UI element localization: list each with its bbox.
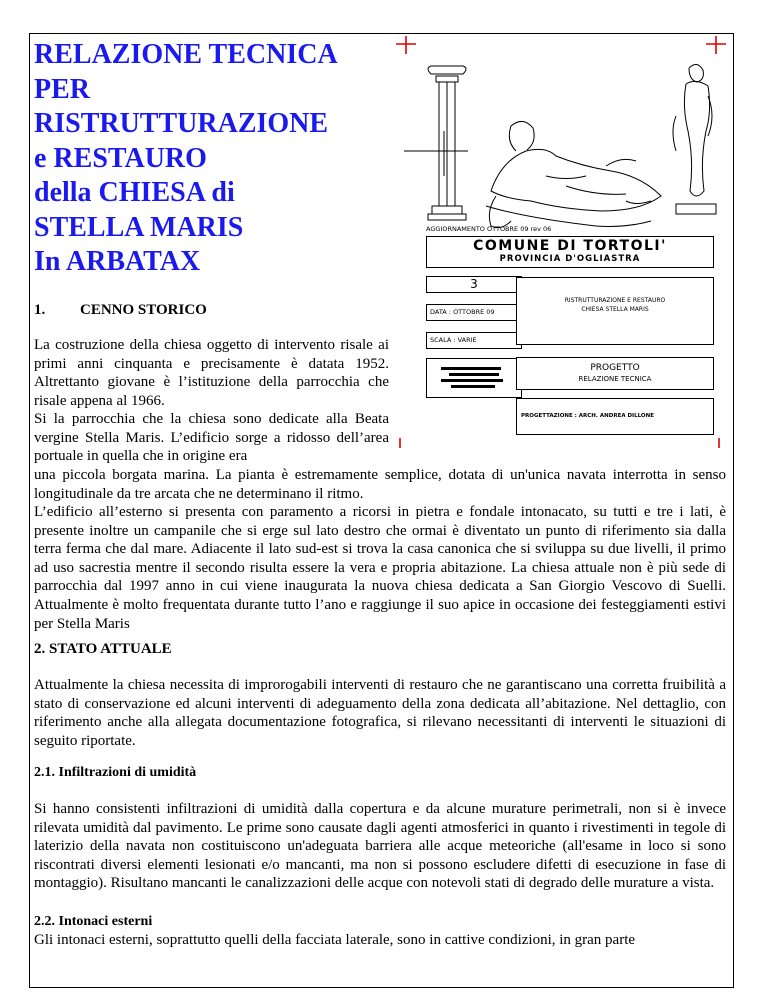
relazione-label: RELAZIONE TECNICA <box>578 375 652 383</box>
date-box <box>426 304 522 321</box>
section-title: CENNO STORICO <box>80 302 207 318</box>
designer-label: PROGETTAZIONE : ARCH. ANDREA DILLONE <box>521 413 654 419</box>
section-1-heading <box>34 302 207 319</box>
work-line-2: CHIESA STELLA MARIS <box>581 306 649 313</box>
progetto-label: PROGETTO <box>590 363 640 373</box>
paragraph: La costruzione della chiesa oggetto di intervento risale ai primi anni cinquanta e precisamente è datata 1952. Altrettanto giovane è l’istituzione della parrocchia che risale appena al 1966. <box>34 337 389 409</box>
paragraph: Si hanno consistenti infiltrazioni di umidità dalla copertura e da alcune murature perimetrali, non si è invece rilevata umidità dal pavimento. Le prime sono causate dagli agenti atmosferici in quanto i rivestimenti in tegole di laterizio della navata non costituiscono un'adeguata barriera alle acque meteoriche (all'esame in loco si sono riscontrati diversi elementi lesionati e/o mancanti, ma non si possono escludere difetti di esecuzione in fase di montaggio). Risultano mancanti le canalizzazioni delle acque con notevoli stati di degrado delle murature a vista. <box>34 801 726 892</box>
comune-label: COMUNE DI TORTOLI' <box>473 238 667 254</box>
update-label: AGGIORNAMENTO OTTOBRE 09 rev 06 <box>426 225 552 233</box>
paragraph: Attualmente la chiesa necessita di improrogabili interventi di restauro che ne garantiscano una corretta fruibilità a stato di conservazione ed alcuni interventi di adeguamento della zona dedicata all’abitazione. Nel dettaglio, con riferimento anche alla allegata documentazione fotografica, si rilevano necessitanti di interventi le situazioni di seguito riportate. <box>34 677 726 749</box>
date-label: DATA : OTTOBRE 09 <box>430 308 495 316</box>
title-line: della CHIESA di <box>34 177 235 208</box>
title-line: RISTRUTTURAZIONE <box>34 108 329 139</box>
paragraph: una piccola borgata marina. La pianta è estremamente semplice, dotata di un'unica navata interrotta in senso longitudinale da tre arcata che ne determinano il ritmo. <box>34 467 726 502</box>
section-2-1-heading: 2.1. Infiltrazioni di umidità <box>34 765 197 780</box>
scale-box <box>426 332 522 349</box>
section-2-heading: 2. STATO ATTUALE <box>34 641 172 657</box>
paragraph: L’edificio all’esterno si presenta con paramento a ricorsi in pietra e fondale intonacato, su tutti e tre i lati, è presente inoltre un campanile che si erge sul lato destro che ormai è diventato un punto di riferimento sia dalla terra ferma che dal mare. Adiacente il lato sud-est si trova la casa canonica che si sviluppa su due livelli, il primo ad uso sacrestia mentre il secondo risulta essere la vera e propria abitazione. La chiesa attuale non è più sede di parrocchia dal 1997 anno in cui viene inaugurata la nuova chiesa dedicata a San Giorgio Vescovo di Suelli. Attualmente è molto frequentata durante tutto l’ano e raggiunge il suo apice in occasione dei festeggiamenti estivi per Stella Maris <box>34 504 726 632</box>
work-line-1: RISTRUTTURAZIONE E RESTAURO <box>564 297 666 304</box>
title-line: PER <box>34 73 90 105</box>
sheet-number: 3 <box>470 277 478 291</box>
paragraph: Gli intonaci esterni, soprattutto quelli della facciata laterale, sono in cattive condizioni, in gran parte <box>34 932 636 948</box>
title-line: STELLA MARIS <box>34 211 244 243</box>
provincia-label: PROVINCIA D'OGLIASTRA <box>499 254 641 264</box>
title-line: e RESTAURO <box>34 142 207 174</box>
sheet-number-box <box>426 276 522 293</box>
scale-label: SCALA : VARIE <box>430 336 477 344</box>
work-description-box <box>516 277 714 345</box>
drawing-title-block <box>396 36 736 448</box>
logo-box <box>426 358 522 398</box>
section-number: 1. <box>34 302 46 318</box>
progetto-box <box>516 357 714 390</box>
document-title <box>34 38 394 280</box>
designer-box <box>516 398 714 435</box>
comune-box <box>426 236 714 268</box>
paragraph: Si la parrocchia che la chiesa sono dedicate alla Beata vergine Stella Maris. L’edificio sorge a ridosso dell’area portuale in quella che in origine era <box>34 411 389 465</box>
title-line: RELAZIONE TECNICA <box>34 39 338 70</box>
section-2-2-heading: 2.2. Intonaci esterni <box>34 914 153 929</box>
title-line: In ARBATAX <box>34 246 201 277</box>
